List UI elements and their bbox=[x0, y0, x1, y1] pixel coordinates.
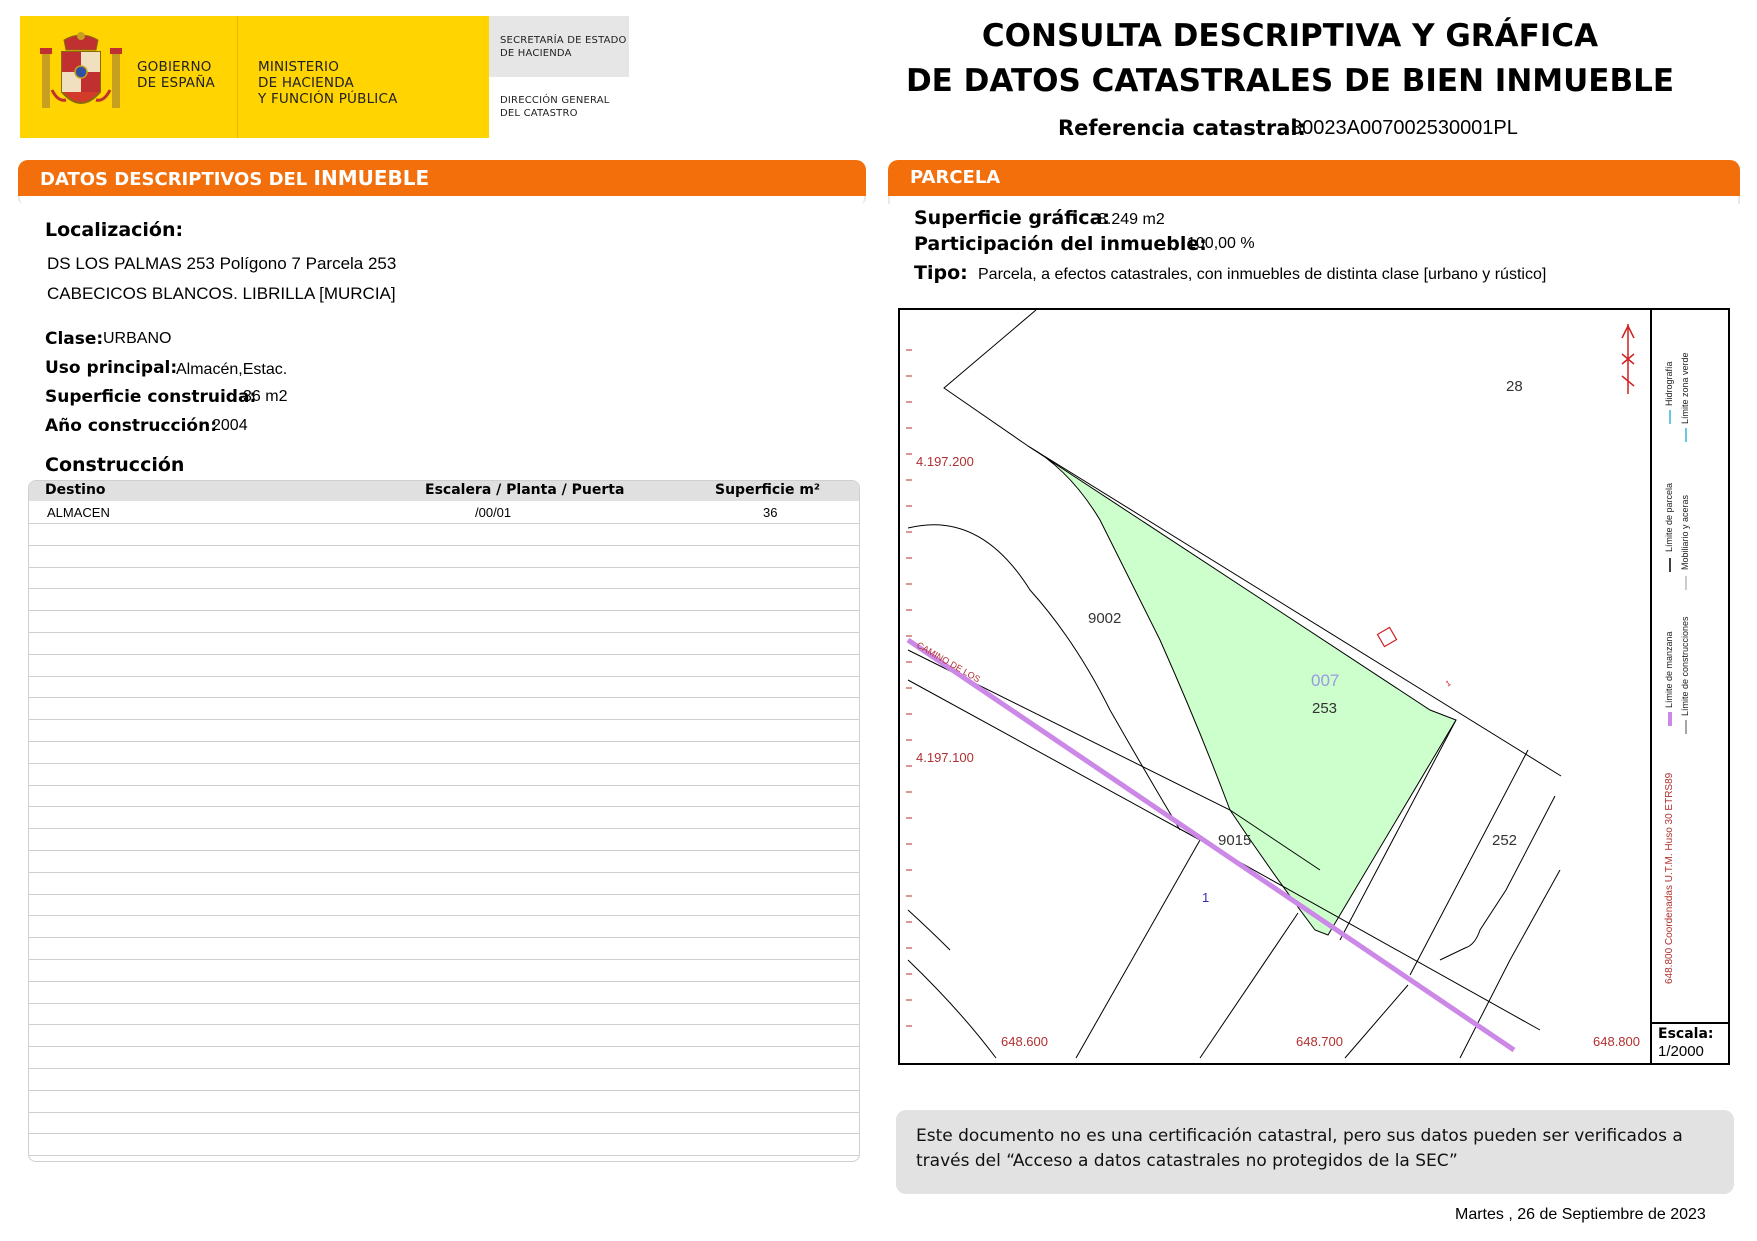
tipo-label: Tipo: bbox=[914, 262, 968, 284]
logo-divider bbox=[237, 16, 238, 138]
col-escalera: Escalera / Planta / Puerta bbox=[425, 482, 625, 498]
participacion-value: 100,00 % bbox=[1187, 235, 1255, 252]
map-label-007: 007 bbox=[1311, 671, 1340, 690]
table-row-divider bbox=[29, 676, 859, 677]
logo-direccion-line2: DEL CATASTRO bbox=[500, 108, 578, 119]
logo-secretaria-line2: DE HACIENDA bbox=[500, 48, 572, 59]
clase-value: URBANO bbox=[103, 330, 172, 347]
anio-construccion-value: 2004 bbox=[212, 417, 248, 434]
map-legend bbox=[1652, 320, 1728, 1020]
logo-ministerio bbox=[258, 59, 398, 107]
table-row-divider bbox=[29, 719, 859, 720]
localizacion-line2: CABECICOS BLANCOS. LIBRILLA [MURCIA] bbox=[47, 284, 396, 303]
table-row-divider bbox=[29, 632, 859, 633]
col-destino: Destino bbox=[45, 482, 106, 498]
parcel-253-polygon bbox=[1028, 446, 1456, 935]
superficie-construida-label: Superficie construida: bbox=[45, 387, 257, 407]
table-row-divider bbox=[29, 567, 859, 568]
table-row-divider bbox=[29, 1024, 859, 1025]
uso-principal-label: Uso principal: bbox=[45, 358, 178, 378]
map-label-253: 253 bbox=[1312, 700, 1338, 717]
logo-secretaria-line1: SECRETARÍA DE ESTADO bbox=[500, 35, 627, 46]
parcela-header-curve bbox=[888, 196, 1740, 204]
document-title-line1: CONSULTA DESCRIPTIVA Y GRÁFICA bbox=[981, 18, 1599, 54]
participacion-label: Participación del inmueble: bbox=[914, 233, 1207, 255]
table-row-divider bbox=[29, 523, 859, 524]
superficie-grafica-label: Superficie gráfica: bbox=[914, 207, 1110, 229]
logo-ministerio-line3: Y FUNCIÓN PÚBLICA bbox=[258, 91, 398, 107]
logo-gobierno-line2: DE ESPAÑA bbox=[137, 75, 215, 91]
superficie-grafica-value: 8.249 m2 bbox=[1098, 211, 1165, 228]
table-row-divider bbox=[29, 1090, 859, 1091]
parcela-header: PARCELA bbox=[888, 160, 1740, 196]
map-label-252: 252 bbox=[1492, 832, 1518, 849]
legend-limite-parcela: Límite de parcela bbox=[1664, 482, 1674, 552]
scale-label: Escala: bbox=[1658, 1026, 1714, 1042]
table-row-divider bbox=[29, 872, 859, 873]
logo-ministerio-line1: MINISTERIO bbox=[258, 59, 340, 75]
document-title-line2: DE DATOS CATASTRALES DE BIEN INMUEBLE bbox=[905, 63, 1675, 99]
table-row-divider bbox=[29, 654, 859, 655]
ref-catastral-value: 30023A007002530001PL bbox=[1291, 117, 1518, 139]
parcel-map bbox=[898, 308, 1730, 1065]
logo-direccion-line1: DIRECCIÓN GENERAL bbox=[500, 95, 610, 106]
table-row-divider bbox=[29, 1133, 859, 1134]
table-row-divider bbox=[29, 1112, 859, 1113]
coord-y-4197100: 4.197.100 bbox=[916, 750, 974, 765]
uso-principal-value: Almacén,Estac. bbox=[176, 361, 288, 378]
datos-descriptivos-header-prefix: DATOS DESCRIPTIVOS DEL bbox=[40, 169, 314, 190]
logo-direccion bbox=[500, 94, 610, 120]
datos-descriptivos-header bbox=[18, 160, 866, 196]
datos-descriptivos-header-curve bbox=[18, 196, 866, 204]
table-row-divider bbox=[29, 937, 859, 938]
localizacion-line1: DS LOS PALMAS 253 Polígono 7 Parcela 253 bbox=[47, 254, 397, 273]
construccion-table-header bbox=[29, 481, 859, 501]
table-row-divider bbox=[29, 588, 859, 589]
anio-construccion-label: Año construcción: bbox=[45, 416, 218, 436]
table-row-divider bbox=[29, 741, 859, 742]
table-row-divider bbox=[29, 959, 859, 960]
map-label-9002: 9002 bbox=[1088, 610, 1122, 627]
building-marker bbox=[1377, 627, 1396, 646]
table-row-divider bbox=[29, 1155, 859, 1156]
logo-ministerio-line2: DE HACIENDA bbox=[258, 75, 354, 91]
cell-superficie: 36 bbox=[763, 505, 778, 520]
logo-secretaria bbox=[500, 34, 627, 60]
disclaimer-note: Este documento no es una certificación catastral, pero sus datos pueden ser verificados a través del “Acceso a datos catastrales no protegidos de la SEC” bbox=[896, 1110, 1734, 1194]
table-row-divider bbox=[29, 894, 859, 895]
superficie-construida-value: 36 m2 bbox=[243, 388, 288, 405]
table-row-divider bbox=[29, 545, 859, 546]
coord-y-4197200: 4.197.200 bbox=[916, 454, 974, 469]
table-row-divider bbox=[29, 610, 859, 611]
localizacion-label: Localización: bbox=[45, 219, 184, 241]
table-row-divider bbox=[29, 850, 859, 851]
legend-limite-construcciones: Límite de construcciones bbox=[1680, 616, 1690, 716]
table-row-divider bbox=[29, 1046, 859, 1047]
legend-utm-coordinates: 648.800 Coordenadas U.T.M. Huso 30 ETRS89 bbox=[1664, 772, 1675, 984]
coat-of-arms-icon bbox=[38, 30, 124, 122]
map-label-28: 28 bbox=[1506, 378, 1523, 395]
table-row-divider bbox=[29, 828, 859, 829]
cell-destino: ALMACEN bbox=[47, 505, 110, 520]
document-date: Martes , 26 de Septiembre de 2023 bbox=[1455, 1206, 1706, 1223]
cell-escalera: /00/01 bbox=[475, 505, 512, 520]
construccion-table bbox=[28, 480, 860, 1162]
table-row-divider bbox=[29, 981, 859, 982]
table-row bbox=[29, 501, 859, 523]
legend-limite-manzana: Límite de manzana bbox=[1664, 631, 1674, 708]
table-row-divider bbox=[29, 1003, 859, 1004]
col-superficie: Superficie m² bbox=[715, 482, 821, 498]
table-row-divider bbox=[29, 1068, 859, 1069]
logo-gobierno bbox=[137, 59, 215, 91]
logo-gobierno-line1: GOBIERNO bbox=[137, 59, 212, 75]
map-label-building: 1 bbox=[1444, 678, 1453, 689]
tipo-value: Parcela, a efectos catastrales, con inmuebles de distinta clase [urbano y rústico] bbox=[978, 266, 1547, 283]
legend-mobiliario: Mobiliario y aceras bbox=[1680, 494, 1690, 570]
map-label-9015: 9015 bbox=[1218, 832, 1252, 849]
coord-x-648600: 648.600 bbox=[1001, 1034, 1048, 1049]
coord-x-648700: 648.700 bbox=[1296, 1034, 1343, 1049]
map-label-1: 1 bbox=[1202, 890, 1210, 905]
table-row-divider bbox=[29, 806, 859, 807]
coord-x-648800: 648.800 bbox=[1593, 1034, 1640, 1049]
ref-catastral-label: Referencia catastral: bbox=[1058, 116, 1306, 140]
table-row-divider bbox=[29, 697, 859, 698]
table-row-divider bbox=[29, 915, 859, 916]
scale-divider bbox=[1650, 1022, 1730, 1024]
map-label-road: CAMINO DE LOS bbox=[915, 640, 982, 685]
datos-descriptivos-header-bold: INMUEBLE bbox=[313, 166, 430, 190]
north-arrow-icon bbox=[1622, 324, 1634, 394]
table-row-divider bbox=[29, 785, 859, 786]
scale-value: 1/2000 bbox=[1658, 1043, 1704, 1060]
table-row-divider bbox=[29, 763, 859, 764]
legend-hidrografia: Hidrografía bbox=[1664, 361, 1674, 406]
map-left-ticks bbox=[906, 350, 912, 1026]
clase-label: Clase: bbox=[45, 329, 104, 349]
legend-limite-zona-verde: Límite zona verde bbox=[1680, 352, 1690, 424]
construccion-title: Construcción bbox=[45, 454, 185, 476]
